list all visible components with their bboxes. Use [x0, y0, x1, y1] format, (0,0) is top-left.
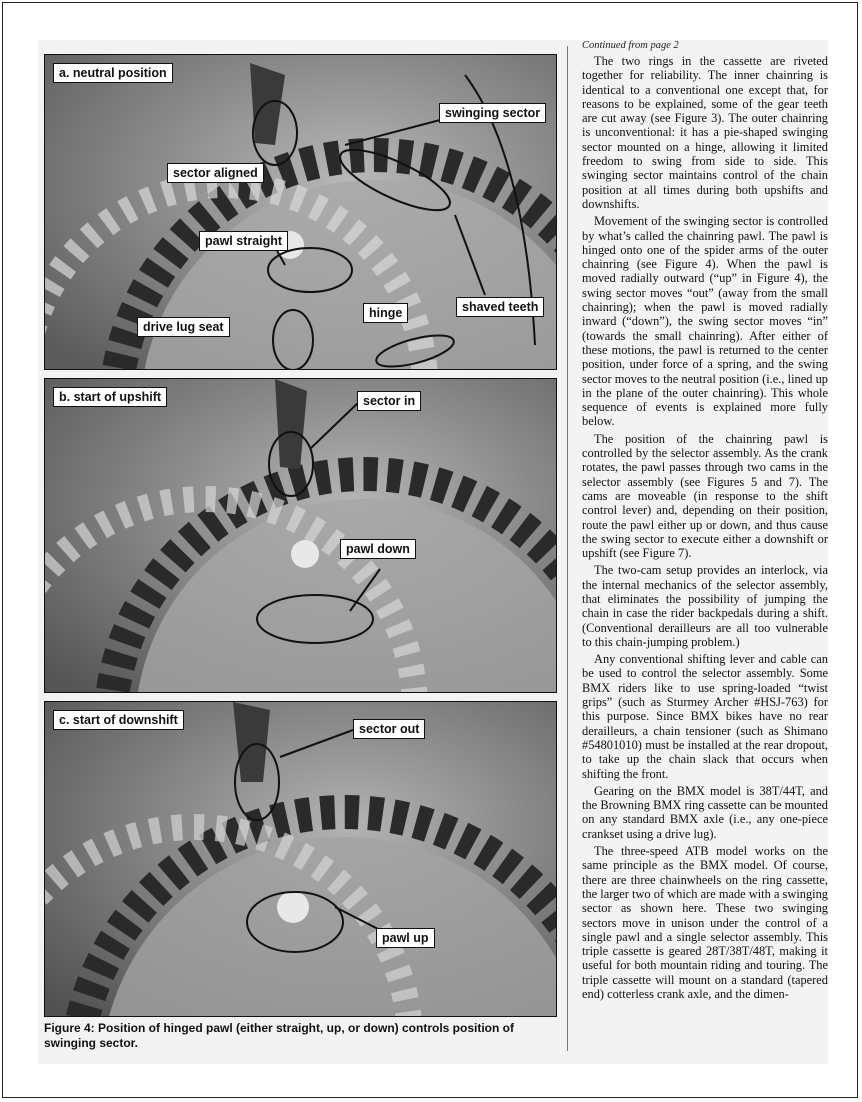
continued-note: Continued from page 2: [582, 40, 679, 51]
label-pawl-up: pawl up: [376, 928, 435, 948]
label-sector-out: sector out: [353, 719, 425, 739]
paragraph-6: Gearing on the BMX model is 38T/44T, and the Browning BMX ring cassette can be mounted on any standard BMX axle (i.e., any one-piece crankset using a drive lug).: [582, 783, 828, 841]
chainring-photo-c: [45, 702, 556, 1016]
article-column: [582, 54, 828, 1004]
panel-b-title: b. start of upshift: [53, 387, 167, 407]
label-swinging-sector: swinging sector: [439, 103, 546, 123]
label-sector-aligned: sector aligned: [167, 163, 264, 183]
label-shaved-teeth: shaved teeth: [456, 297, 544, 317]
photo-panel-c: [44, 701, 557, 1017]
label-hinge: hinge: [363, 303, 408, 323]
label-drive-lug-seat: drive lug seat: [137, 317, 230, 337]
paragraph-4: The two-cam setup provides an interlock, via the internal mechanics of the selector assembly, that eliminates the possibility of jumping the chain in case the rider backpedals during a shift. (Conventional derailleurs are all too vulnerable to this chain-jumping problem.): [582, 563, 828, 649]
panel-a-title: a. neutral position: [53, 63, 173, 83]
paragraph-1: The two rings in the cassette are riveted together for reliability. The inner chainring is identical to a conventional one except that, for reasons to be explained, some of the gear teeth are cut away (see Figure 3). The outer chainring is unconventional: it has a pie-shaped swinging sector mounted on a hinge, allowing it limited freedom to swing from side to side. This swinging sector maintains control of the chain position at all times during both upshifts and downshifts.: [582, 54, 828, 211]
chainring-photo-b: [45, 379, 556, 692]
label-pawl-down: pawl down: [340, 539, 416, 559]
paragraph-3: The position of the chainring pawl is controlled by the selector assembly. As the crank rotates, the pawl passes through two cams in the selector assembly (see Figures 5 and 7). The cams are moveable (in response to the shift control lever) and, depending on their position, route the pawl either up or down, and thus cause the swing sector to execute either a downshift or upshift (see Figure 7).: [582, 431, 828, 561]
label-sector-in: sector in: [357, 391, 421, 411]
paragraph-5: Any conventional shifting lever and cable can be used to control the selector assembly. Some BMX riders like to use spring-loaded “twist grips” (such as Sturmey Archer #HSJ-763) for this purpose. Since BMX bikes have no rear derailleurs, a chain tensioner (such as Shimano #54801010) must be installed at the rear dropout, to take up the chain slack that occurs when shifting the front.: [582, 652, 828, 781]
photo-panel-b: [44, 378, 557, 693]
paragraph-2: Movement of the swinging sector is controlled by what’s called the chainring pawl. The pawl is hinged onto one of the spider arms of the outer chainring (see Figure 4). When the pawl is moved radially outward (“up” in Figure 4), the swing sector moves “out” (away from the small chainring); when the pawl is moved radially inward (“down”), the swing sector moves “in” (towards the small chainring). After either of these motions, the pawl is returned to the center position, under force of a spring, and the swing sector moves to the neutral position (i.e., lined up in the plane of the outer chainring). This whole sequence of events is explained more fully below.: [582, 214, 828, 429]
photo-panel-a: [44, 54, 557, 370]
paragraph-7: The three-speed ATB model works on the same principle as the BMX model. Of course, there are three chainwheels on the ring cassette, the larger two of which are made with a swinging sector as shown here. These two swinging sectors move in unison under the control of a single pawl and a single selector assembly. This triple cassette is geared 28T/38T/48T, making it useful for both mountain riding and touring. The triple cassette will mount on a standard (tapered end) cotterless crank axle, and the dimen-: [582, 844, 828, 1001]
panel-c-title: c. start of downshift: [53, 710, 184, 730]
column-divider: [567, 46, 568, 1051]
label-pawl-straight: pawl straight: [199, 231, 288, 251]
figure-caption: Figure 4: Position of hinged pawl (either straight, up, or down) controls position of swinging sector.: [44, 1021, 514, 1050]
